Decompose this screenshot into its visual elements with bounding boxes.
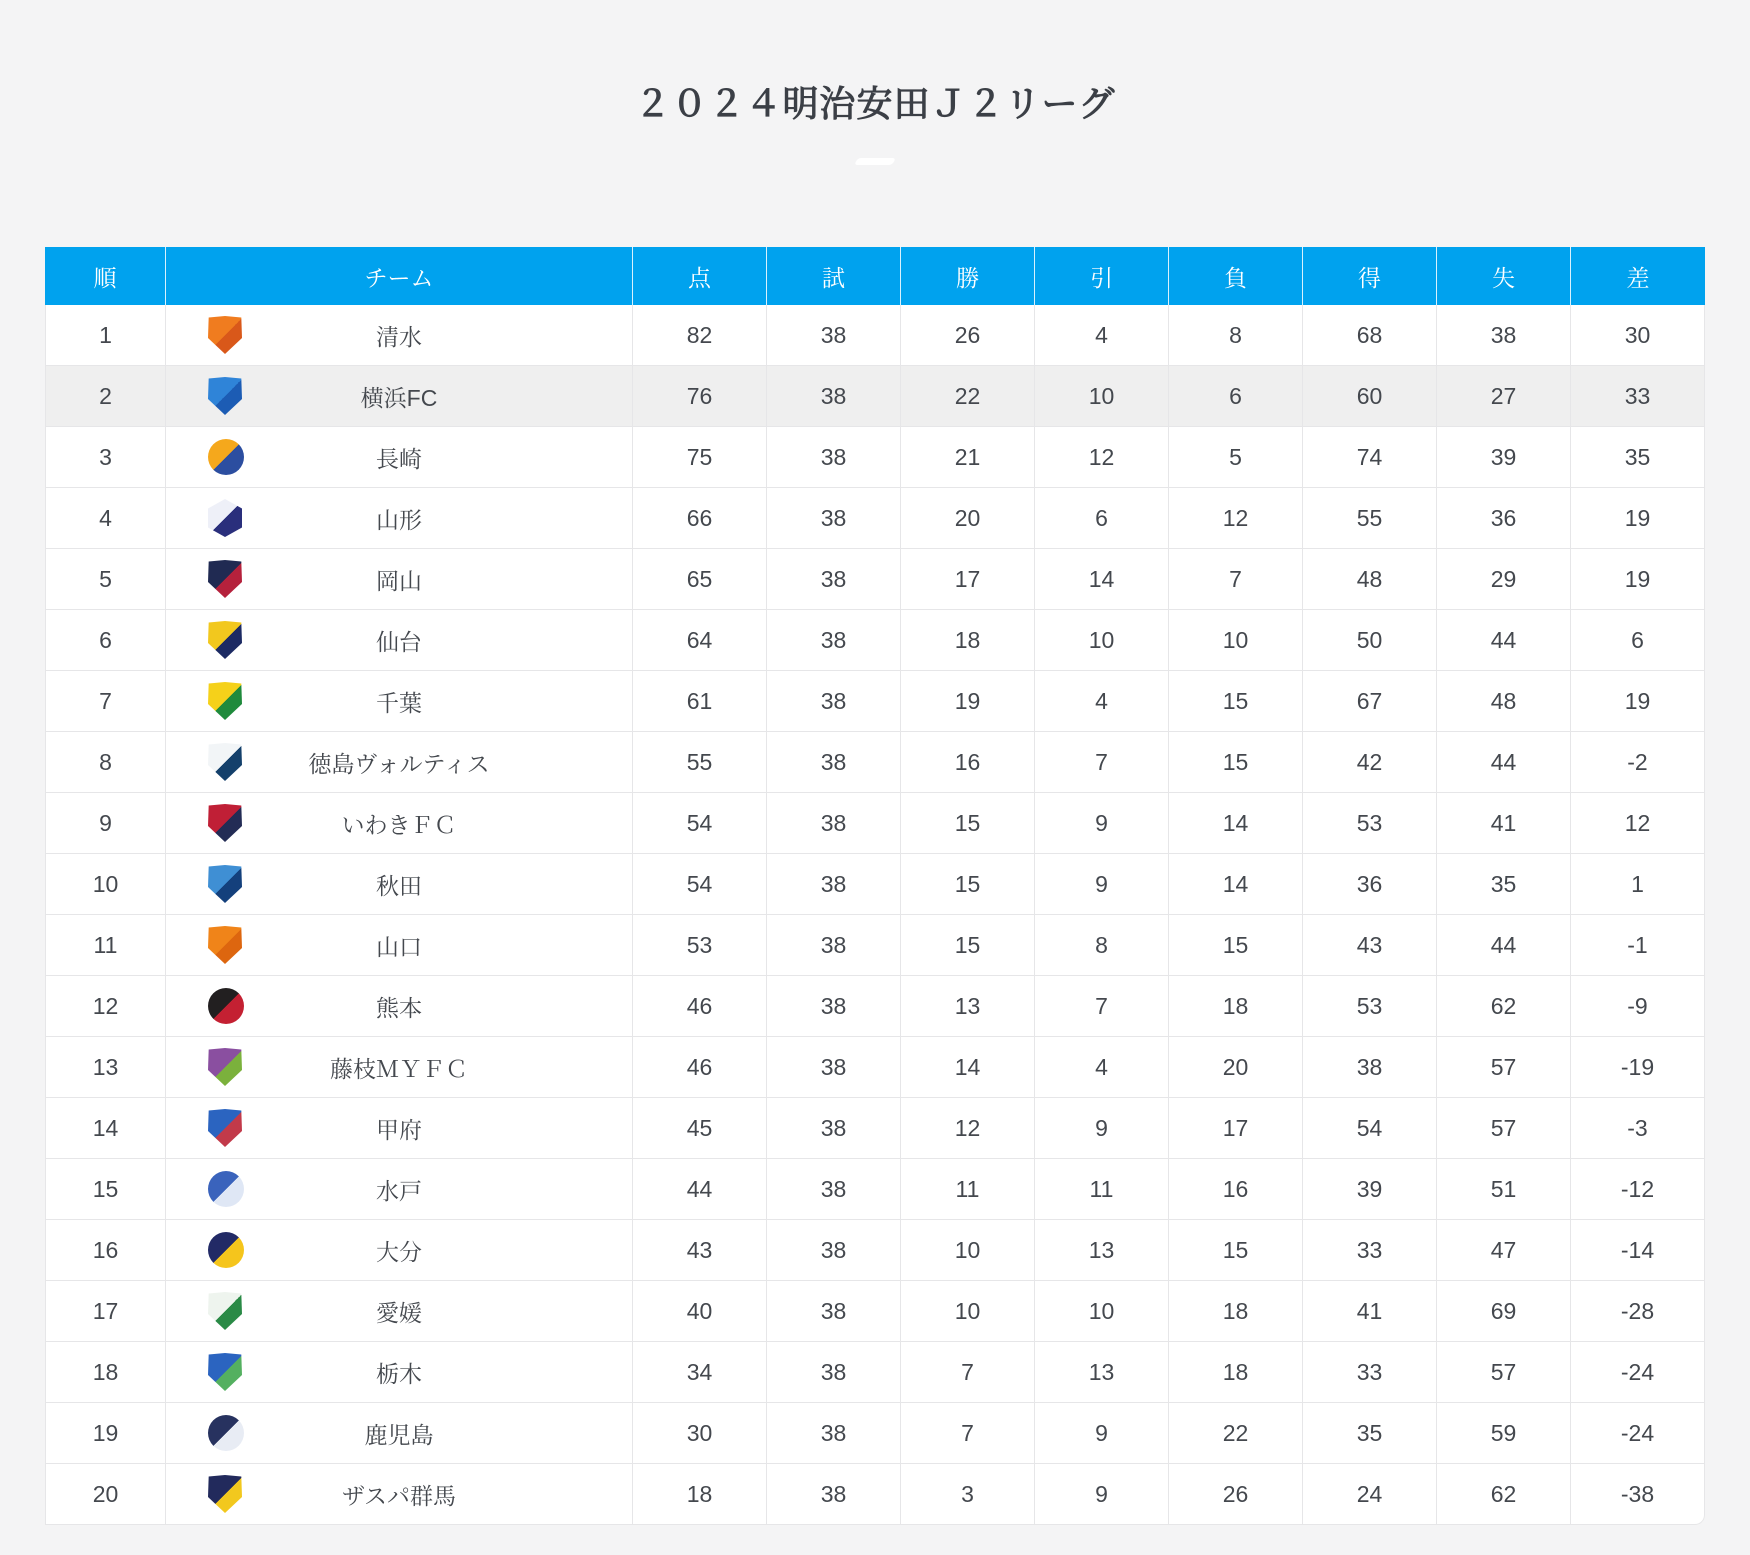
points-cell: 65: [633, 549, 767, 610]
col-draws: 引: [1035, 247, 1169, 305]
goal-diff-cell: -14: [1571, 1220, 1705, 1281]
goal-diff-cell: -3: [1571, 1098, 1705, 1159]
team-name: 甲府: [376, 1116, 422, 1143]
table-row: [45, 671, 1705, 732]
team-logo-icon: [208, 804, 242, 842]
matches-cell: 38: [767, 976, 901, 1037]
wins-cell: 19: [901, 671, 1035, 732]
losses-cell: 17: [1169, 1098, 1303, 1159]
rank-cell: 13: [45, 1037, 166, 1098]
goals-against-cell: 44: [1437, 732, 1571, 793]
col-team: チーム: [166, 247, 633, 305]
wins-cell: 7: [901, 1403, 1035, 1464]
goal-diff-cell: 1: [1571, 854, 1705, 915]
goals-against-cell: 39: [1437, 427, 1571, 488]
losses-cell: 15: [1169, 671, 1303, 732]
team-name: 水戸: [376, 1177, 422, 1204]
team-name: 栃木: [376, 1360, 422, 1387]
rank-cell: 3: [45, 427, 166, 488]
points-cell: 44: [633, 1159, 767, 1220]
draws-cell: 9: [1035, 1403, 1169, 1464]
rank-cell: 14: [45, 1098, 166, 1159]
goals-for-cell: 42: [1303, 732, 1437, 793]
team-name: 長崎: [376, 445, 422, 472]
goals-for-cell: 33: [1303, 1220, 1437, 1281]
goals-for-cell: 48: [1303, 549, 1437, 610]
matches-cell: 38: [767, 305, 901, 366]
goals-against-cell: 62: [1437, 1464, 1571, 1525]
team-name: 山口: [376, 933, 422, 960]
table-row: [45, 549, 1705, 610]
rank-cell: 16: [45, 1220, 166, 1281]
goals-for-cell: 24: [1303, 1464, 1437, 1525]
team-logo-icon: [208, 1048, 242, 1086]
team-logo-icon: [208, 988, 244, 1024]
draws-cell: 9: [1035, 854, 1169, 915]
draws-cell: 6: [1035, 488, 1169, 549]
col-played: 試: [767, 247, 901, 305]
losses-cell: 8: [1169, 305, 1303, 366]
rank-cell: 5: [45, 549, 166, 610]
wins-cell: 7: [901, 1342, 1035, 1403]
rank-cell: 12: [45, 976, 166, 1037]
points-cell: 18: [633, 1464, 767, 1525]
rank-cell: 8: [45, 732, 166, 793]
rank-cell: 19: [45, 1403, 166, 1464]
wins-cell: 17: [901, 549, 1035, 610]
matches-cell: 38: [767, 1098, 901, 1159]
goals-against-cell: 62: [1437, 976, 1571, 1037]
league-standings-table: [45, 247, 1705, 1525]
team-name: 横浜FC: [360, 384, 438, 411]
draws-cell: 9: [1035, 793, 1169, 854]
rank-cell: 6: [45, 610, 166, 671]
matches-cell: 38: [767, 1403, 901, 1464]
team-name: 熊本: [376, 994, 422, 1021]
goals-against-cell: 57: [1437, 1098, 1571, 1159]
team-name: 鹿児島: [364, 1421, 434, 1448]
team-logo-icon: [208, 865, 242, 903]
rank-cell: 2: [45, 366, 166, 427]
goal-diff-cell: -19: [1571, 1037, 1705, 1098]
team-cell: [166, 610, 633, 671]
points-cell: 54: [633, 793, 767, 854]
table-row: [45, 1159, 1705, 1220]
team-cell: [166, 1342, 633, 1403]
goal-diff-cell: -24: [1571, 1403, 1705, 1464]
team-cell: [166, 793, 633, 854]
goal-diff-cell: -24: [1571, 1342, 1705, 1403]
page-title: ２０２４明治安田Ｊ２リーグ: [634, 83, 1116, 124]
losses-cell: 15: [1169, 732, 1303, 793]
losses-cell: 18: [1169, 1281, 1303, 1342]
wins-cell: 12: [901, 1098, 1035, 1159]
rank-cell: 7: [45, 671, 166, 732]
points-cell: 55: [633, 732, 767, 793]
goals-for-cell: 50: [1303, 610, 1437, 671]
matches-cell: 38: [767, 366, 901, 427]
table-row: [45, 976, 1705, 1037]
team-logo-icon: [208, 1353, 242, 1391]
goal-diff-cell: -38: [1571, 1464, 1705, 1525]
draws-cell: 4: [1035, 1037, 1169, 1098]
table-row: [45, 366, 1705, 427]
goals-for-cell: 67: [1303, 671, 1437, 732]
goals-for-cell: 55: [1303, 488, 1437, 549]
goals-for-cell: 39: [1303, 1159, 1437, 1220]
table-row: [45, 488, 1705, 549]
goals-against-cell: 47: [1437, 1220, 1571, 1281]
team-logo-icon: [208, 1292, 242, 1330]
rank-cell: 15: [45, 1159, 166, 1220]
goals-for-cell: 60: [1303, 366, 1437, 427]
losses-cell: 10: [1169, 610, 1303, 671]
matches-cell: 38: [767, 854, 901, 915]
matches-cell: 38: [767, 1159, 901, 1220]
title-underline-dash: [854, 158, 896, 165]
goals-against-cell: 41: [1437, 793, 1571, 854]
team-name: 秋田: [376, 872, 422, 899]
goal-diff-cell: 33: [1571, 366, 1705, 427]
goals-against-cell: 36: [1437, 488, 1571, 549]
table-row: [45, 1037, 1705, 1098]
team-name: 徳島ヴォルティス: [308, 750, 490, 777]
goals-for-cell: 38: [1303, 1037, 1437, 1098]
table-row: [45, 1220, 1705, 1281]
goal-diff-cell: 19: [1571, 671, 1705, 732]
draws-cell: 7: [1035, 732, 1169, 793]
points-cell: 53: [633, 915, 767, 976]
matches-cell: 38: [767, 1342, 901, 1403]
rank-cell: 9: [45, 793, 166, 854]
matches-cell: 38: [767, 549, 901, 610]
losses-cell: 14: [1169, 854, 1303, 915]
goal-diff-cell: -9: [1571, 976, 1705, 1037]
team-cell: [166, 1281, 633, 1342]
team-logo-icon: [208, 743, 242, 781]
wins-cell: 18: [901, 610, 1035, 671]
losses-cell: 18: [1169, 976, 1303, 1037]
goals-against-cell: 29: [1437, 549, 1571, 610]
matches-cell: 38: [767, 915, 901, 976]
col-points: 点: [633, 247, 767, 305]
team-name: ザスパ群馬: [341, 1482, 457, 1509]
goal-diff-cell: 35: [1571, 427, 1705, 488]
points-cell: 64: [633, 610, 767, 671]
draws-cell: 11: [1035, 1159, 1169, 1220]
points-cell: 40: [633, 1281, 767, 1342]
team-name: 大分: [376, 1238, 422, 1265]
wins-cell: 21: [901, 427, 1035, 488]
rank-cell: 4: [45, 488, 166, 549]
matches-cell: 38: [767, 427, 901, 488]
goals-for-cell: 53: [1303, 976, 1437, 1037]
team-logo-icon: [208, 1109, 242, 1147]
col-goals-against: 失: [1437, 247, 1571, 305]
wins-cell: 20: [901, 488, 1035, 549]
goals-for-cell: 35: [1303, 1403, 1437, 1464]
rank-cell: 11: [45, 915, 166, 976]
wins-cell: 15: [901, 793, 1035, 854]
col-wins: 勝: [901, 247, 1035, 305]
table-row: [45, 1098, 1705, 1159]
goal-diff-cell: -28: [1571, 1281, 1705, 1342]
goals-against-cell: 69: [1437, 1281, 1571, 1342]
team-name: 愛媛: [376, 1299, 422, 1326]
team-logo-icon: [208, 560, 242, 598]
matches-cell: 38: [767, 732, 901, 793]
draws-cell: 13: [1035, 1342, 1169, 1403]
losses-cell: 5: [1169, 427, 1303, 488]
matches-cell: 38: [767, 793, 901, 854]
points-cell: 75: [633, 427, 767, 488]
wins-cell: 15: [901, 915, 1035, 976]
team-cell: [166, 1037, 633, 1098]
team-cell: [166, 1403, 633, 1464]
points-cell: 66: [633, 488, 767, 549]
draws-cell: 8: [1035, 915, 1169, 976]
wins-cell: 14: [901, 1037, 1035, 1098]
points-cell: 34: [633, 1342, 767, 1403]
losses-cell: 7: [1169, 549, 1303, 610]
team-logo-icon: [208, 1232, 244, 1268]
matches-cell: 38: [767, 1220, 901, 1281]
team-name: 清水: [376, 323, 422, 350]
draws-cell: 7: [1035, 976, 1169, 1037]
team-name: 山形: [376, 506, 422, 533]
losses-cell: 18: [1169, 1342, 1303, 1403]
goals-against-cell: 27: [1437, 366, 1571, 427]
losses-cell: 22: [1169, 1403, 1303, 1464]
team-cell: [166, 488, 633, 549]
team-cell: [166, 1464, 633, 1525]
goal-diff-cell: 19: [1571, 488, 1705, 549]
col-goal-diff: 差: [1571, 247, 1705, 305]
table-row: [45, 732, 1705, 793]
goals-for-cell: 68: [1303, 305, 1437, 366]
draws-cell: 4: [1035, 305, 1169, 366]
goals-against-cell: 57: [1437, 1037, 1571, 1098]
losses-cell: 26: [1169, 1464, 1303, 1525]
goal-diff-cell: -1: [1571, 915, 1705, 976]
team-cell: [166, 732, 633, 793]
goal-diff-cell: 12: [1571, 793, 1705, 854]
goals-against-cell: 44: [1437, 610, 1571, 671]
losses-cell: 15: [1169, 915, 1303, 976]
draws-cell: 9: [1035, 1098, 1169, 1159]
goals-for-cell: 36: [1303, 854, 1437, 915]
points-cell: 46: [633, 976, 767, 1037]
team-logo-icon: [208, 621, 242, 659]
table-row: [45, 793, 1705, 854]
goal-diff-cell: 6: [1571, 610, 1705, 671]
team-cell: [166, 976, 633, 1037]
team-cell: [166, 305, 633, 366]
losses-cell: 12: [1169, 488, 1303, 549]
wins-cell: 10: [901, 1281, 1035, 1342]
points-cell: 54: [633, 854, 767, 915]
team-cell: [166, 366, 633, 427]
team-logo-icon: [208, 1415, 244, 1451]
goals-against-cell: 38: [1437, 305, 1571, 366]
goals-against-cell: 44: [1437, 915, 1571, 976]
points-cell: 30: [633, 1403, 767, 1464]
wins-cell: 15: [901, 854, 1035, 915]
col-goals-for: 得: [1303, 247, 1437, 305]
team-cell: [166, 427, 633, 488]
rank-cell: 1: [45, 305, 166, 366]
table-row: [45, 305, 1705, 366]
draws-cell: 10: [1035, 1281, 1169, 1342]
goals-against-cell: 57: [1437, 1342, 1571, 1403]
rank-cell: 18: [45, 1342, 166, 1403]
table-header-row: [45, 247, 1705, 305]
draws-cell: 13: [1035, 1220, 1169, 1281]
points-cell: 46: [633, 1037, 767, 1098]
team-logo-icon: [208, 682, 242, 720]
goals-for-cell: 33: [1303, 1342, 1437, 1403]
team-logo-icon: [208, 926, 242, 964]
col-losses: 負: [1169, 247, 1303, 305]
goals-against-cell: 59: [1437, 1403, 1571, 1464]
wins-cell: 13: [901, 976, 1035, 1037]
matches-cell: 38: [767, 1464, 901, 1525]
team-name: 岡山: [376, 567, 422, 594]
wins-cell: 3: [901, 1464, 1035, 1525]
team-logo-icon: [208, 1475, 242, 1513]
draws-cell: 4: [1035, 671, 1169, 732]
points-cell: 61: [633, 671, 767, 732]
col-rank: 順: [45, 247, 166, 305]
losses-cell: 16: [1169, 1159, 1303, 1220]
team-logo-icon: [208, 499, 242, 537]
goal-diff-cell: 30: [1571, 305, 1705, 366]
losses-cell: 14: [1169, 793, 1303, 854]
goal-diff-cell: -2: [1571, 732, 1705, 793]
goal-diff-cell: 19: [1571, 549, 1705, 610]
wins-cell: 26: [901, 305, 1035, 366]
points-cell: 43: [633, 1220, 767, 1281]
team-name: 仙台: [376, 628, 422, 655]
team-logo-icon: [208, 1171, 244, 1207]
team-cell: [166, 1159, 633, 1220]
table-row: [45, 854, 1705, 915]
table-row: [45, 1342, 1705, 1403]
team-cell: [166, 915, 633, 976]
draws-cell: 12: [1035, 427, 1169, 488]
matches-cell: 38: [767, 671, 901, 732]
losses-cell: 15: [1169, 1220, 1303, 1281]
goal-diff-cell: -12: [1571, 1159, 1705, 1220]
goals-against-cell: 35: [1437, 854, 1571, 915]
table-row: [45, 427, 1705, 488]
team-cell: [166, 854, 633, 915]
rank-cell: 20: [45, 1464, 166, 1525]
goals-against-cell: 51: [1437, 1159, 1571, 1220]
goals-against-cell: 48: [1437, 671, 1571, 732]
draws-cell: 9: [1035, 1464, 1169, 1525]
wins-cell: 11: [901, 1159, 1035, 1220]
team-cell: [166, 549, 633, 610]
matches-cell: 38: [767, 1037, 901, 1098]
goals-for-cell: 54: [1303, 1098, 1437, 1159]
rank-cell: 10: [45, 854, 166, 915]
table-row: [45, 1464, 1705, 1525]
table-row: [45, 915, 1705, 976]
table-row: [45, 1281, 1705, 1342]
goals-for-cell: 74: [1303, 427, 1437, 488]
losses-cell: 20: [1169, 1037, 1303, 1098]
team-cell: [166, 1098, 633, 1159]
team-logo-icon: [208, 316, 242, 354]
rank-cell: 17: [45, 1281, 166, 1342]
team-cell: [166, 1220, 633, 1281]
losses-cell: 6: [1169, 366, 1303, 427]
team-logo-icon: [208, 377, 242, 415]
team-cell: [166, 671, 633, 732]
goals-for-cell: 43: [1303, 915, 1437, 976]
table-row: [45, 1403, 1705, 1464]
matches-cell: 38: [767, 1281, 901, 1342]
draws-cell: 10: [1035, 610, 1169, 671]
team-name: 藤枝ＭＹＦＣ: [330, 1055, 468, 1082]
points-cell: 45: [633, 1098, 767, 1159]
draws-cell: 14: [1035, 549, 1169, 610]
team-logo-icon: [208, 439, 244, 475]
points-cell: 76: [633, 366, 767, 427]
wins-cell: 10: [901, 1220, 1035, 1281]
team-name: 千葉: [376, 689, 422, 716]
matches-cell: 38: [767, 610, 901, 671]
team-name: いわきＦＣ: [341, 811, 457, 838]
goals-for-cell: 41: [1303, 1281, 1437, 1342]
table-row: [45, 610, 1705, 671]
matches-cell: 38: [767, 488, 901, 549]
draws-cell: 10: [1035, 366, 1169, 427]
wins-cell: 16: [901, 732, 1035, 793]
wins-cell: 22: [901, 366, 1035, 427]
points-cell: 82: [633, 305, 767, 366]
goals-for-cell: 53: [1303, 793, 1437, 854]
